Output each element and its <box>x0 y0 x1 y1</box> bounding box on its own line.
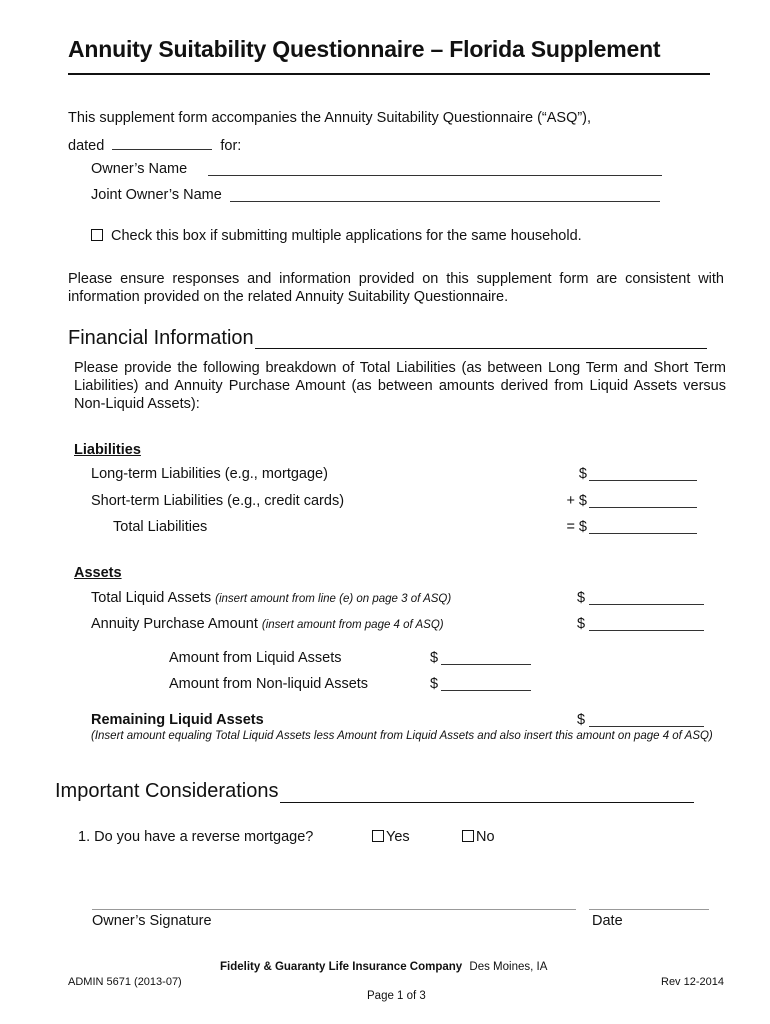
long-term-field[interactable] <box>589 467 697 481</box>
long-term-label: Long-term Liabilities (e.g., mortgage) <box>91 466 328 482</box>
dated-label: dated <box>68 138 105 154</box>
financial-description: Please provide the following breakdown of Total Liabilities (as between Long Term and Short Term Liabilities) and Annuity Purchase Amount (as between amounts derived from Liquid Assets versus Non-Liquid Assets): <box>74 360 726 412</box>
from-liquid-dollar: $ <box>430 650 439 666</box>
annuity-purchase-note: (insert amount from page 4 of ASQ) <box>261 619 444 631</box>
from-nonliquid-dollar: $ <box>430 676 439 692</box>
signature-line[interactable] <box>92 909 576 910</box>
footer-form-id: ADMIN 5671 (2013-07) <box>68 976 182 988</box>
annuity-purchase-field[interactable] <box>589 617 704 631</box>
total-liquid-row <box>91 590 451 606</box>
no-option[interactable] <box>462 829 495 845</box>
household-checkbox-label: Check this box if submitting multiple applications for the same household. <box>111 228 582 244</box>
considerations-rule <box>280 802 694 803</box>
for-label: for: <box>220 138 242 154</box>
liabilities-heading: Liabilities <box>74 442 141 458</box>
household-checkbox[interactable] <box>91 229 103 241</box>
short-term-label: Short-term Liabilities (e.g., credit cards) <box>91 493 345 509</box>
question-reverse-mortgage: 1. Do you have a reverse mortgage? <box>78 829 314 845</box>
footer-rev: Rev 12-2014 <box>661 976 724 988</box>
dated-row <box>68 136 241 154</box>
remaining-note: (Insert amount equaling Total Liquid Assets less Amount from Liquid Assets and also insert this amount on page 4 of ASQ) <box>91 730 713 742</box>
owner-name-field[interactable] <box>208 162 662 176</box>
footer-company: Fidelity & Guaranty Life Insurance Company <box>220 961 463 973</box>
footer-company-row <box>220 961 547 973</box>
from-nonliquid-field[interactable] <box>441 677 531 691</box>
total-liquid-field[interactable] <box>589 591 704 605</box>
owner-signature-label: Owner’s Signature <box>92 913 212 929</box>
date-label: Date <box>592 913 623 929</box>
total-liquid-note: (insert amount from line (e) on page 3 of ASQ) <box>215 593 452 605</box>
long-term-prefix: $ <box>578 466 587 482</box>
yes-option[interactable] <box>372 829 410 845</box>
footer-page: Page 1 of 3 <box>367 990 426 1002</box>
annuity-purchase-row <box>91 616 444 632</box>
from-liquid-field[interactable] <box>441 651 531 665</box>
title-divider <box>68 73 710 75</box>
annuity-purchase-label: Annuity Purchase Amount <box>91 616 258 632</box>
from-liquid-label: Amount from Liquid Assets <box>169 650 342 666</box>
considerations-heading: Important Considerations <box>55 780 279 802</box>
no-label: No <box>476 829 495 845</box>
date-line[interactable] <box>589 909 709 910</box>
household-checkbox-row <box>91 228 582 244</box>
from-nonliquid-label: Amount from Non-liquid Assets <box>169 676 369 692</box>
consistency-note: Please ensure responses and information provided on this supplement form are consistent with information provided on the related Annuity Suitability Questionnaire. <box>68 271 724 305</box>
no-checkbox[interactable] <box>462 830 474 842</box>
page-title: Annuity Suitability Questionnaire – Florida Supplement <box>68 36 661 62</box>
remaining-field[interactable] <box>589 713 704 727</box>
joint-owner-field[interactable] <box>230 188 660 202</box>
intro-line: This supplement form accompanies the Annuity Suitability Questionnaire (“ASQ”), <box>68 110 592 126</box>
short-term-field[interactable] <box>589 494 697 508</box>
total-liquid-dollar: $ <box>577 590 586 606</box>
total-liabilities-prefix: = $ <box>566 519 587 535</box>
dated-field[interactable] <box>112 136 212 150</box>
annuity-purchase-dollar: $ <box>577 616 586 632</box>
short-term-prefix: + $ <box>566 493 587 509</box>
assets-heading: Assets <box>74 565 122 581</box>
financial-rule <box>255 348 707 349</box>
total-liabilities-field[interactable] <box>589 520 697 534</box>
yes-label: Yes <box>386 829 410 845</box>
remaining-label: Remaining Liquid Assets <box>91 712 264 728</box>
total-liabilities-label: Total Liabilities <box>113 519 208 535</box>
footer-location: Des Moines, IA <box>469 961 548 973</box>
total-liquid-label: Total Liquid Assets <box>91 590 212 606</box>
joint-owner-label: Joint Owner’s Name <box>91 187 222 203</box>
financial-heading: Financial Information <box>68 327 254 349</box>
owner-name-label: Owner’s Name <box>91 161 188 177</box>
remaining-dollar: $ <box>577 712 586 728</box>
yes-checkbox[interactable] <box>372 830 384 842</box>
